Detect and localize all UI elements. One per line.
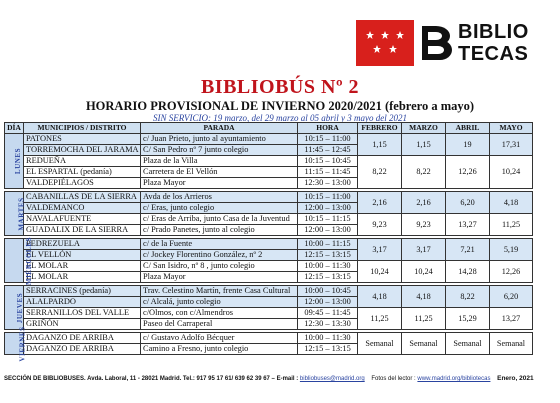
parada-cell: Avda de los Arrieros (141, 192, 298, 203)
day-cell-jueves: JUEVES (5, 286, 24, 330)
col-header-febrero: FEBRERO (358, 123, 402, 134)
hora-cell: 11:15 – 11:45 (298, 167, 358, 178)
col-header-mayo: MAYO (490, 123, 533, 134)
municipio-cell: GRIÑÓN (24, 319, 141, 330)
table-row (5, 156, 533, 167)
parada-cell: c/ de la Fuente (141, 239, 298, 250)
date-cell: 11,25 (490, 214, 533, 236)
municipio-cell: SERRANILLOS DEL VALLE (24, 308, 141, 319)
parada-cell: Plaza de la Villa (141, 156, 298, 167)
municipio-cell: ALALPARDO (24, 297, 141, 308)
municipio-cell: DAGANZO DE ARRIBA (24, 333, 141, 344)
hora-cell: 12:00 – 13:00 (298, 297, 358, 308)
day-cell-miercoles: MIÉRCOLES (5, 239, 24, 283)
parada-cell: Plaza Mayor (141, 272, 298, 283)
parada-cell: c/ Alcalá, junto colegio (141, 297, 298, 308)
date-cell: 12,26 (490, 261, 533, 283)
parada-cell: Trav. Celestino Martín, frente Casa Cultural (141, 286, 298, 297)
hora-cell: 10:00 – 11:30 (298, 261, 358, 272)
hora-cell: 09:45 – 11:45 (298, 308, 358, 319)
parada-cell: Camino a Fresno, junto colegio (141, 344, 298, 355)
parada-cell: C/ San Isidro, nº 8 , junto colegio (141, 261, 298, 272)
date-cell: Semanal (402, 333, 446, 355)
hora-cell: 10:00 – 11:15 (298, 239, 358, 250)
col-header-dia: DÍA (5, 123, 24, 134)
date-cell: 8,22 (402, 156, 446, 189)
table-row (5, 308, 533, 319)
municipio-cell: VALDEMANCO (24, 203, 141, 214)
date-cell: 2,16 (358, 192, 402, 214)
hora-cell: 12:30 – 13:00 (298, 178, 358, 189)
hora-cell: 10:15 – 11:00 (298, 192, 358, 203)
date-cell: 15,29 (446, 308, 490, 330)
footer-contact: SECCIÓN DE BIBLIOBUSES. Avda. Laboral, 11 - 28021 Madrid. Tel.: 917 95 17 61/ 639 62 39 67 – E-mail : (4, 376, 299, 382)
municipio-cell: CABANILLAS DE LA SIERRA (24, 192, 141, 203)
table-row (5, 134, 533, 145)
date-cell: 1,15 (358, 134, 402, 156)
footer-web-link[interactable]: www.madrid.org/bibliotecas (417, 376, 491, 382)
hora-cell: 10:15 – 11:15 (298, 214, 358, 225)
logo-word-tecas: TECAS (458, 43, 529, 65)
table-row (5, 214, 533, 225)
col-header-parada: PARADA (141, 123, 298, 134)
date-cell: 10,24 (358, 261, 402, 283)
hora-cell: 10:00 – 10:45 (298, 286, 358, 297)
page-title: BIBLIOBÚS Nº 2 (200, 76, 360, 98)
date-cell: 12,26 (446, 156, 490, 189)
date-cell: 5,19 (490, 239, 533, 261)
logo-word-biblio: BIBLIO (458, 21, 529, 43)
date-cell: 3,17 (358, 239, 402, 261)
municipio-cell: PATONES (24, 134, 141, 145)
municipio-cell: EL MOLAR (24, 272, 141, 283)
municipio-cell: SERRACINES (pedanía) (24, 286, 141, 297)
hora-cell: 12:00 – 13:00 (298, 225, 358, 236)
date-cell: 4,18 (358, 286, 402, 308)
date-cell: Semanal (358, 333, 402, 355)
day-cell-lunes: LUNES (5, 134, 24, 189)
parada-cell: Plaza Mayor (141, 178, 298, 189)
date-cell: 9,23 (402, 214, 446, 236)
col-header-hora: HORA (298, 123, 358, 134)
date-cell: 19 (446, 134, 490, 156)
footer-email-link[interactable]: bibliobuses@madrid.org (299, 376, 365, 382)
stars-icon (366, 30, 404, 56)
hora-cell: 10:15 – 10:45 (298, 156, 358, 167)
hora-cell: 12:15 – 13:15 (298, 344, 358, 355)
date-cell: 6,20 (490, 286, 533, 308)
parada-cell: Paseo del Carraperal (141, 319, 298, 330)
date-cell: 1,15 (402, 134, 446, 156)
municipio-cell: PEDREZUELA (24, 239, 141, 250)
table-row (5, 286, 533, 297)
municipio-cell: EL ESPARTAL (pedanía) (24, 167, 141, 178)
footer-date: Enero, 2021 (497, 375, 534, 382)
table-row (5, 192, 533, 203)
parada-cell: c/ Eras, junto colegio (141, 203, 298, 214)
date-cell: 7,21 (446, 239, 490, 261)
day-cell-viernes: VIERNES (5, 333, 24, 355)
date-cell: 10,24 (402, 261, 446, 283)
hora-cell: 12:15 – 13:15 (298, 272, 358, 283)
parada-cell: c/ Jockey Florentino González, nº 2 (141, 250, 298, 261)
comunidad-madrid-logo (356, 20, 414, 66)
parada-cell: c/Olmos, con c/Almendros (141, 308, 298, 319)
date-cell: 9,23 (358, 214, 402, 236)
date-cell: 8,22 (358, 156, 402, 189)
municipio-cell: EL MOLAR (24, 261, 141, 272)
date-cell: 14,28 (446, 261, 490, 283)
hora-cell: 12:15 – 13:15 (298, 250, 358, 261)
hora-cell: 11:45 – 12:45 (298, 145, 358, 156)
date-cell: 2,16 (402, 192, 446, 214)
parada-cell: c/ Eras de Arriba, junto Casa de la Juventud (141, 214, 298, 225)
table-row (5, 261, 533, 272)
date-cell: 10,24 (490, 156, 533, 189)
municipio-cell: EL VELLÓN (24, 250, 141, 261)
page-footer (4, 375, 556, 382)
bibliotecas-logo (420, 20, 538, 66)
parada-cell: c/ Gustavo Adolfo Bécquer (141, 333, 298, 344)
date-cell: 3,17 (402, 239, 446, 261)
col-header-municipios: MUNICIPIOS / DISTRITO (24, 123, 141, 134)
footer-photos-label: Fotos del lector : (371, 376, 418, 382)
bibliotecas-mark-icon (420, 24, 454, 62)
parada-cell: c/ Juan Prieto, junto al ayuntamiento (141, 134, 298, 145)
date-cell: 17,31 (490, 134, 533, 156)
no-service-note: SIN SERVICIO: 19 marzo, del 29 marzo al 05 abril y 3 mayo del 2021 (152, 113, 408, 123)
date-cell: 13,27 (490, 308, 533, 330)
municipio-cell: DAGANZO DE ARRIBA (24, 344, 141, 355)
date-cell: 13,27 (446, 214, 490, 236)
municipio-cell: GUADALIX DE LA SIERRA (24, 225, 141, 236)
parada-cell: c/ Prado Panetes, junto al colegio (141, 225, 298, 236)
municipio-cell: TORREMOCHA DEL JARAMA (24, 145, 141, 156)
table-row (5, 239, 533, 250)
municipio-cell: NAVALAFUENTE (24, 214, 141, 225)
table-row (5, 333, 533, 344)
date-cell: Semanal (490, 333, 533, 355)
page-subtitle: HORARIO PROVISIONAL DE INVIERNO 2020/2021 (febrero a mayo) (85, 99, 475, 113)
parada-cell: C/ San Pedro nº 7 junto colegio (141, 145, 298, 156)
date-cell: Semanal (446, 333, 490, 355)
date-cell: 11,25 (358, 308, 402, 330)
municipio-cell: VALDEPIÉLAGOS (24, 178, 141, 189)
date-cell: 11,25 (402, 308, 446, 330)
date-cell: 6,20 (446, 192, 490, 214)
hora-cell: 12:00 – 13:00 (298, 203, 358, 214)
hora-cell: 10:15 – 11:00 (298, 134, 358, 145)
date-cell: 4,18 (402, 286, 446, 308)
date-cell: 4,18 (490, 192, 533, 214)
schedule-table (4, 122, 533, 362)
hora-cell: 10:00 – 11:30 (298, 333, 358, 344)
hora-cell: 12:30 – 13:30 (298, 319, 358, 330)
municipio-cell: REDUEÑA (24, 156, 141, 167)
col-header-abril: ABRIL (446, 123, 490, 134)
col-header-marzo: MARZO (402, 123, 446, 134)
table-header-row (5, 123, 533, 134)
parada-cell: Carretera de El Vellón (141, 167, 298, 178)
date-cell: 8,22 (446, 286, 490, 308)
day-cell-martes: MARTES (5, 192, 24, 236)
